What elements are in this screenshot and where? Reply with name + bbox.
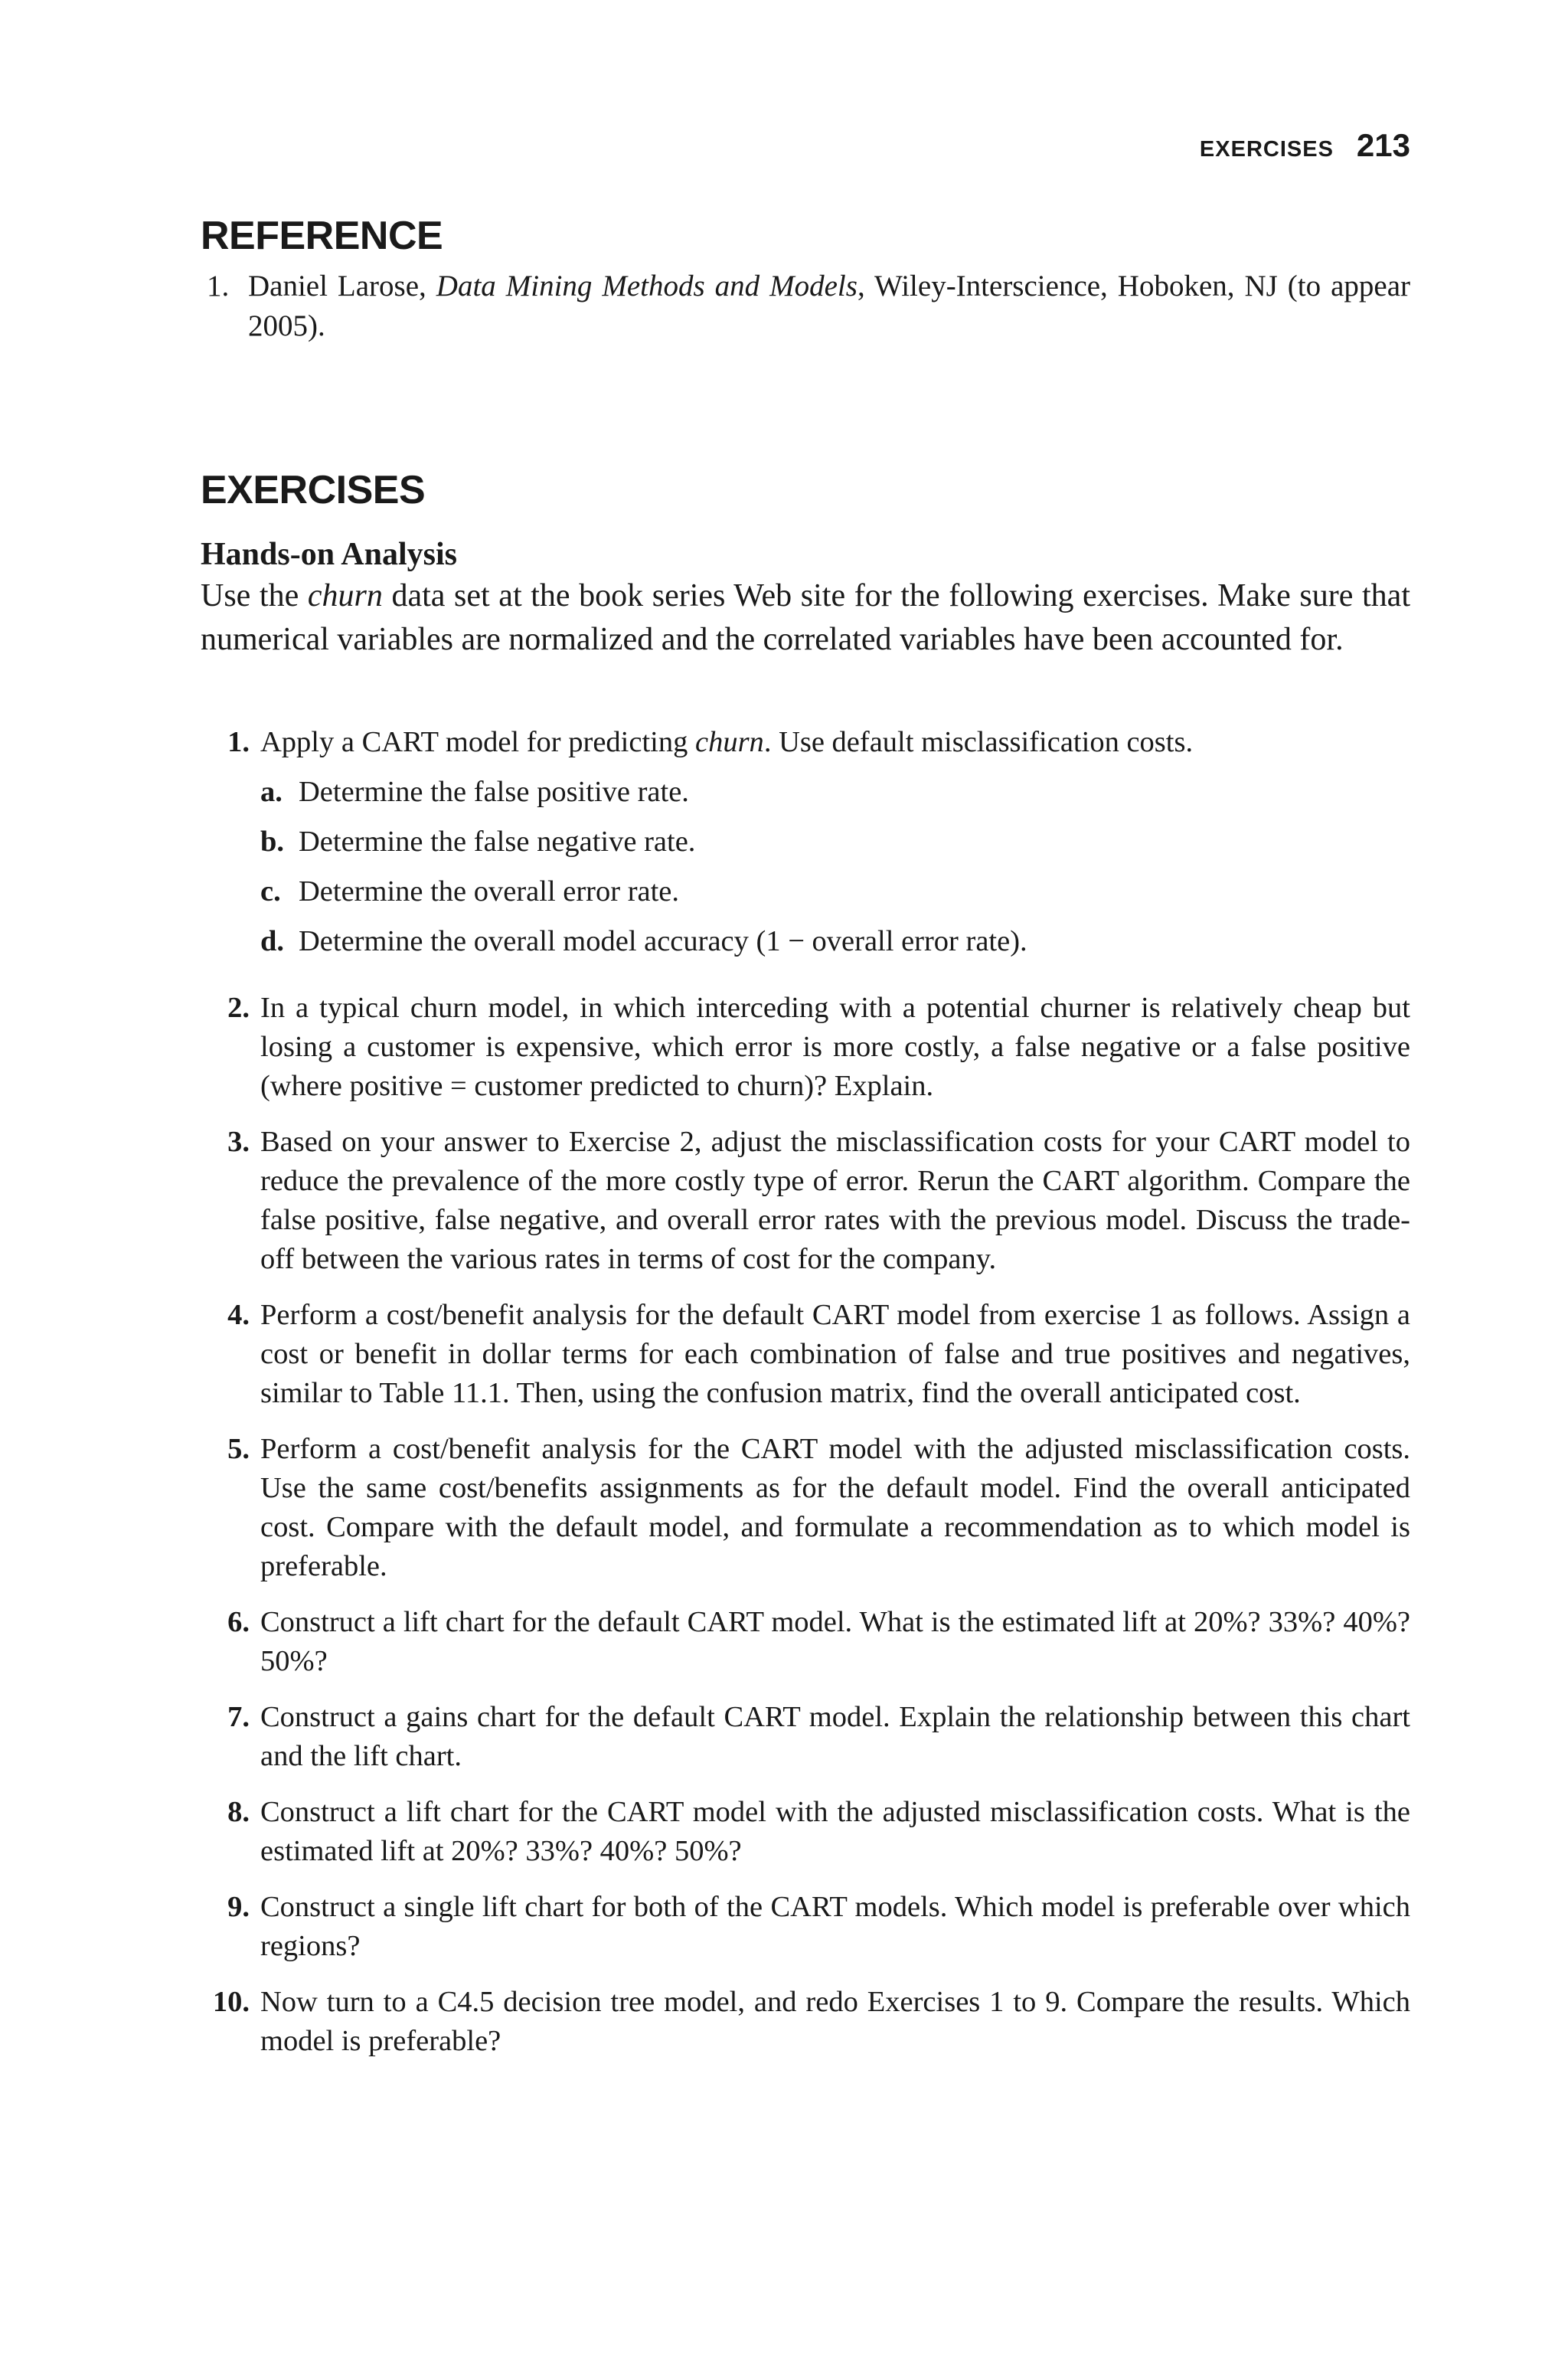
exercise-text: Construct a gains chart for the default CART model. Explain the relationship between this chart and the lift chart. — [260, 1701, 1410, 1772]
sub-question-letter: a. — [260, 776, 283, 808]
exercise-list — [201, 723, 1410, 2078]
hands-on-subheading: Hands-on Analysis — [201, 537, 457, 572]
book-page — [201, 0, 1410, 2368]
exercise-text: Perform a cost/benefit analysis for the CART model with the adjusted misclassification costs. Use the same cost/benefits assignments as for the default model. Find the overall anticipated cost. Compare with the default model, and formulate a recommendation as to which model is preferable. — [260, 1433, 1410, 1582]
sub-question-text: Determine the overall model accuracy (1 − overall error rate). — [299, 925, 1027, 957]
exercise-text — [260, 723, 1410, 762]
exercise-number: 2. — [227, 992, 250, 1024]
exercise-item — [201, 1983, 1410, 2061]
intro-text-start: Use the — [201, 578, 308, 613]
page-number: 213 — [1356, 127, 1410, 163]
exercise-text: Construct a single lift chart for both of the CART models. Which model is preferable over which regions? — [260, 1891, 1410, 1962]
exercise-number: 10. — [212, 1986, 250, 2018]
reference-title: Data Mining Methods and Models — [436, 270, 858, 303]
exercise-text-start: Apply a CART model for predicting — [260, 726, 695, 758]
reference-heading: REFERENCE — [201, 214, 443, 258]
exercises-intro — [201, 574, 1410, 662]
sub-question-list — [260, 773, 1410, 961]
exercise-text: Construct a lift chart for the default CART model. What is the estimated lift at 20%? 33%? 40%? 50%? — [260, 1606, 1410, 1677]
sub-question — [260, 773, 1410, 812]
exercise-item — [201, 1603, 1410, 1681]
exercise-text: Perform a cost/benefit analysis for the default CART model from exercise 1 as follows. Assign a cost or benefit in dollar terms for each combination of false and true positives and negatives, similar to Table 11.1. Then, using the confusion matrix, find the overall anticipated cost. — [260, 1299, 1410, 1409]
sub-question-text: Determine the overall error rate. — [299, 875, 680, 908]
exercise-item — [201, 1296, 1410, 1413]
exercise-item — [201, 989, 1410, 1106]
reference-number: 1. — [207, 270, 230, 303]
exercise-text: Based on your answer to Exercise 2, adjust the misclassification costs for your CART model to reduce the prevalence of the more costly type of error. Rerun the CART algorithm. Compare the false positive, false negative, and overall error rates with the previous model. Discuss the trade-off between the various rates in terms of cost for the company. — [260, 1126, 1410, 1275]
exercise-number: 1. — [227, 726, 250, 758]
running-header — [1200, 127, 1410, 164]
exercise-text-emphasis: churn — [694, 726, 764, 758]
exercise-number: 3. — [227, 1126, 250, 1158]
exercise-item — [201, 1430, 1410, 1586]
reference-details: , Wiley-Interscience, Hoboken, NJ (to appear 2005). — [248, 270, 1411, 342]
reference-list — [201, 267, 1410, 346]
sub-question-letter: b. — [260, 826, 285, 858]
exercise-text: Construct a lift chart for the CART model with the adjusted misclassification costs. What is the estimated lift at 20%? 33%? 40%? 50%? — [260, 1796, 1410, 1867]
exercise-item — [201, 723, 1410, 972]
exercise-text: In a typical churn model, in which interceding with a potential churner is relatively cheap but losing a customer is expensive, which error is more costly, a false negative or a false positive (where positive = customer predicted to churn)? Explain. — [260, 992, 1410, 1102]
sub-question-letter: c. — [260, 875, 281, 908]
running-header-label: EXERCISES — [1199, 137, 1334, 162]
exercise-number: 9. — [227, 1891, 250, 1923]
exercise-item — [201, 1888, 1410, 1966]
sub-question-letter: d. — [260, 925, 285, 957]
exercise-number: 8. — [227, 1796, 250, 1828]
exercise-number: 5. — [227, 1433, 250, 1465]
exercise-number: 4. — [227, 1299, 250, 1331]
exercise-text: Now turn to a C4.5 decision tree model, and redo Exercises 1 to 9. Compare the results. Which model is preferable? — [260, 1986, 1410, 2057]
sub-question-text: Determine the false negative rate. — [299, 826, 696, 858]
intro-dataset-name: churn — [307, 578, 383, 613]
reference-text — [248, 267, 1410, 346]
exercise-text-end: . Use default misclassification costs. — [763, 726, 1194, 758]
exercise-item — [201, 1793, 1410, 1871]
exercise-number: 7. — [227, 1701, 250, 1733]
exercises-heading: EXERCISES — [201, 468, 426, 512]
exercise-item — [201, 1123, 1410, 1279]
exercise-number: 6. — [227, 1606, 250, 1638]
sub-question — [260, 922, 1410, 961]
reference-author: Daniel Larose, — [248, 270, 426, 303]
sub-question-text: Determine the false positive rate. — [299, 776, 689, 808]
exercise-item — [201, 1698, 1410, 1776]
sub-question — [260, 823, 1410, 862]
reference-item — [201, 267, 1410, 346]
sub-question — [260, 872, 1410, 911]
intro-text-end: data set at the book series Web site for the following exercises. Make sure that numerical variables are normalized and the correlated variables have been accounted for. — [201, 578, 1410, 657]
exercise-body — [260, 723, 1410, 972]
